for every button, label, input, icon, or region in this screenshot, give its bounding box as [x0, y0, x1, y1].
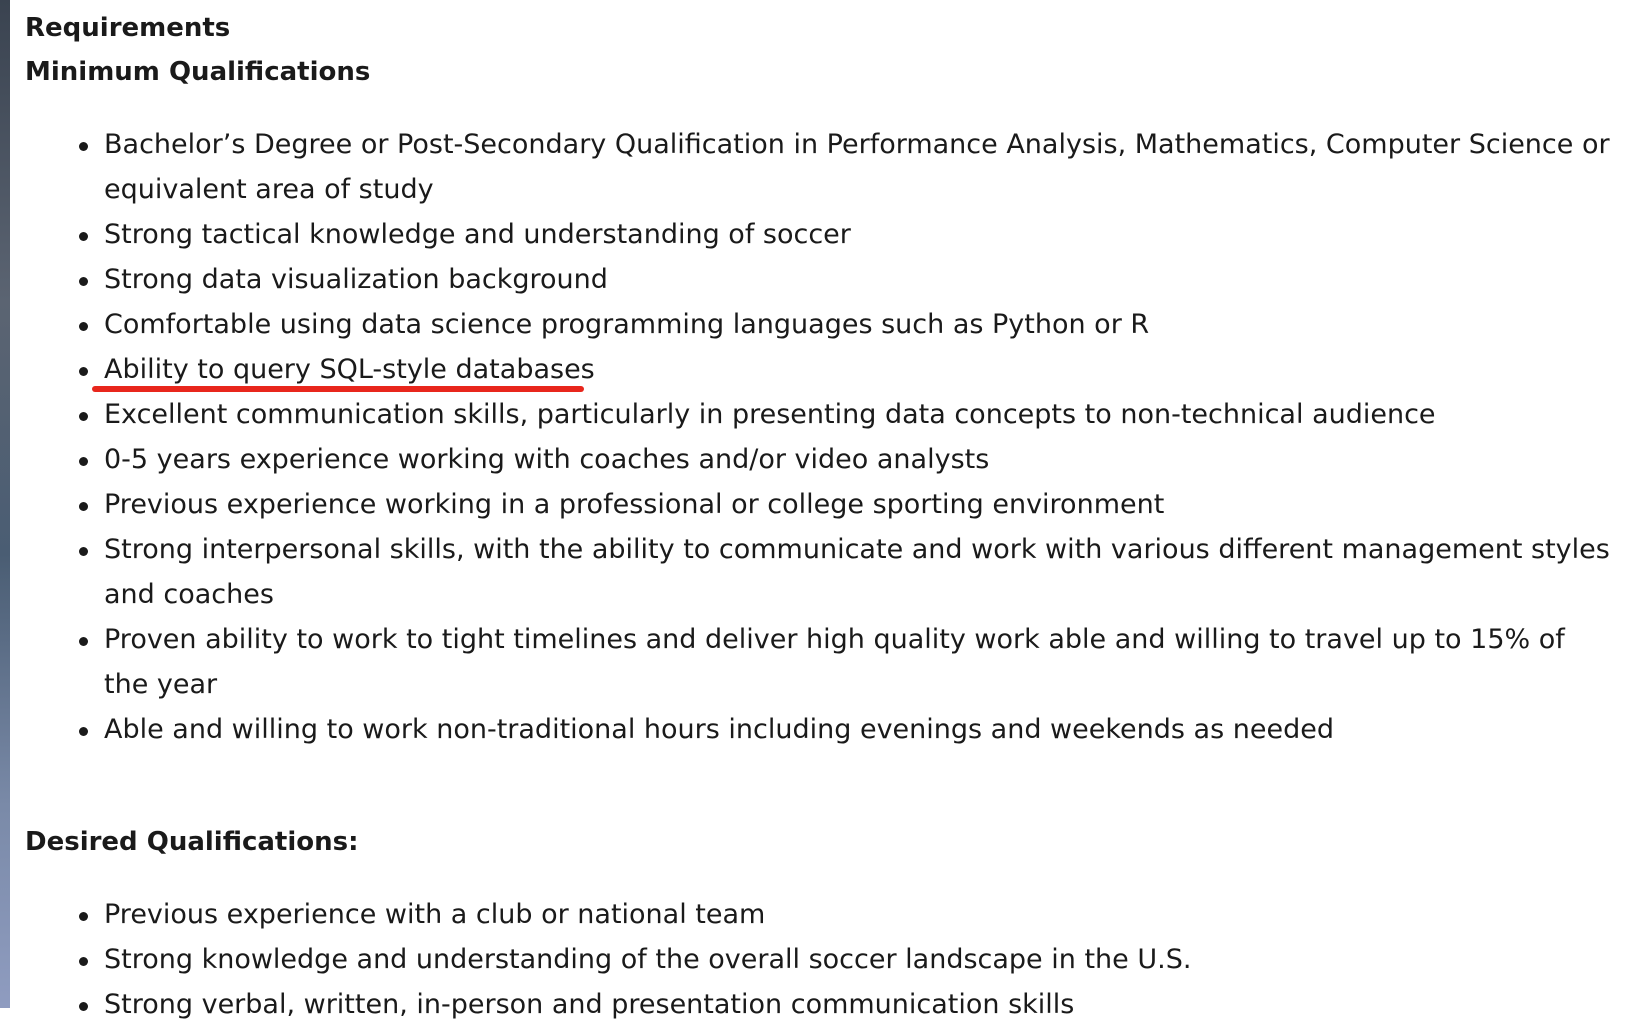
list-item: Strong verbal, written, in-person and presentation communication skills	[104, 982, 1614, 1027]
requirements-heading: Requirements	[25, 13, 231, 43]
list-item: Bachelor’s Degree or Post-Secondary Qualification in Performance Analysis, Mathematics, Computer Science or equivalent area of study	[104, 122, 1614, 212]
list-item: Strong data visualization background	[104, 257, 1614, 302]
list-item: Strong knowledge and understanding of the overall soccer landscape in the U.S.	[104, 937, 1614, 982]
desired-qualifications-heading: Desired Qualifications:	[25, 827, 359, 857]
red-underline-annotation	[92, 386, 584, 392]
list-item: Proven ability to work to tight timelines and deliver high quality work able and willing to travel up to 15% of the year	[104, 617, 1614, 707]
list-item: Strong interpersonal skills, with the ability to communicate and work with various different management styles and coaches	[104, 527, 1614, 617]
list-item: Comfortable using data science programming languages such as Python or R	[104, 302, 1614, 347]
list-item: Strong tactical knowledge and understanding of soccer	[104, 212, 1614, 257]
list-item: 0-5 years experience working with coaches and/or video analysts	[104, 437, 1614, 482]
desired-qualifications-list	[25, 892, 1614, 1027]
minimum-qualifications-list	[25, 122, 1614, 752]
job-requirements-content	[25, 0, 1620, 1020]
window-edge-strip	[0, 0, 10, 1008]
list-item: Previous experience working in a professional or college sporting environment	[104, 482, 1614, 527]
list-item-highlighted: Ability to query SQL-style databases	[104, 347, 1614, 392]
list-item: Excellent communication skills, particularly in presenting data concepts to non-technical audience	[104, 392, 1614, 437]
list-item: Able and willing to work non-traditional hours including evenings and weekends as needed	[104, 707, 1614, 752]
minimum-qualifications-heading: Minimum Qualifications	[25, 57, 371, 87]
list-item: Previous experience with a club or national team	[104, 892, 1614, 937]
